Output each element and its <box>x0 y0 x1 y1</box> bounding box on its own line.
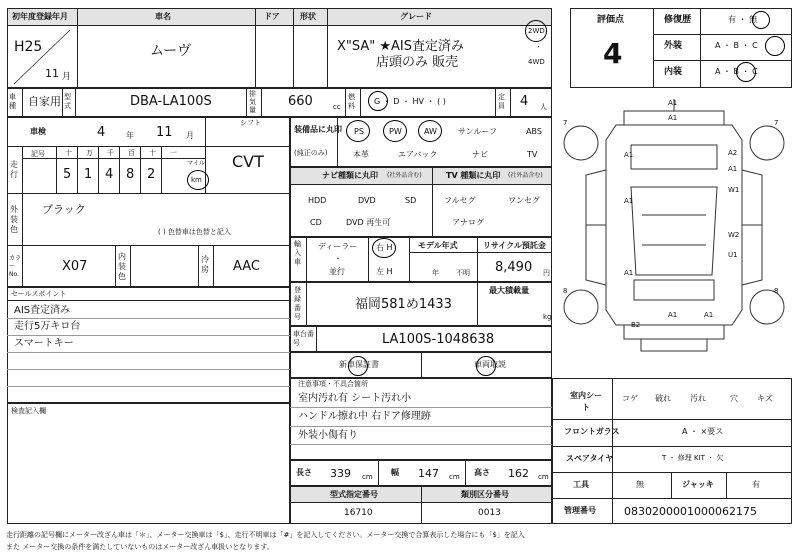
note-line-2: ハンドル擦れ中 右ドア修理跡 <box>298 411 431 422</box>
equip-abs: ABS <box>526 127 542 136</box>
management-no-label: 管理番号 <box>564 506 596 515</box>
diagram-label: A1 <box>624 151 634 159</box>
capacity-value: 4 <box>520 94 529 109</box>
equip-navi: ナビ <box>472 150 488 159</box>
mileage-label: 走行 <box>10 160 18 179</box>
ac-label: 冷房 <box>201 255 209 274</box>
interior-color-label: 内装色 <box>118 252 126 281</box>
manual-circle <box>476 356 496 376</box>
equip-pw-circle <box>383 120 407 142</box>
navi-dvd-play: DVD 再生可 <box>346 218 391 227</box>
car-name-label: 車名 <box>155 12 171 21</box>
exterior-c-circle <box>765 36 785 56</box>
mileage-digit: 8 <box>126 167 135 182</box>
registration-month: 11 <box>45 67 59 80</box>
width-label: 幅 <box>391 468 399 477</box>
inspection-year: 4 <box>97 125 106 140</box>
sales-point-3: スマートキー <box>14 338 74 349</box>
grade-line-2: 店頭のみ 販売 <box>376 55 459 70</box>
registration-label: 登録番号 <box>294 286 301 321</box>
drive-dot: ・ <box>535 43 542 51</box>
diagram-label: 8 <box>774 287 779 295</box>
mileage-symbol-label: 記号 <box>31 150 45 158</box>
mile-label: マイル <box>187 160 205 167</box>
length-unit: cm <box>362 473 373 481</box>
length-label: 長さ <box>296 468 312 477</box>
diagram-label: 8 <box>563 287 568 295</box>
mileage-digit: 2 <box>147 167 156 182</box>
fuel-g-circle <box>368 91 388 111</box>
note-line-1: 室内汚れ有 シート汚れ小 <box>298 393 412 404</box>
grade-line-1: X"SA" ★AIS査定済み <box>337 39 465 54</box>
evaluation-label: 評価点 <box>597 15 625 25</box>
owner-manual: 車両取説 <box>474 360 506 369</box>
mileage-digit: 1 <box>84 167 93 182</box>
row-usage <box>7 88 552 117</box>
inspection-label: 車検 <box>30 127 46 136</box>
interior-grades: A ・ B ・ C <box>715 67 758 76</box>
seat-label: 室内シート <box>570 391 602 412</box>
import-dot: ・ <box>334 254 342 263</box>
model-year-unit: 年 <box>432 269 439 277</box>
navi-cd: CD <box>310 218 322 227</box>
diagram-label: A1 <box>668 99 678 107</box>
fuel-options: G ・ D ・ HV ・ ( ) <box>374 97 446 106</box>
mileage-digit: 5 <box>63 167 72 182</box>
color-change-note: ( ) 色替車は色替と記入 <box>158 228 231 236</box>
jack-value: 有 <box>752 480 760 489</box>
shift-label: シフト <box>240 119 261 127</box>
car-damage-diagram <box>556 95 792 375</box>
inspection-month: 11 <box>156 125 173 140</box>
spare-tire-label: スペアタイヤ <box>566 454 614 463</box>
approval-value: 16710 <box>344 508 373 518</box>
registration-year: H25 <box>14 39 43 55</box>
registration-value: 福岡581め1433 <box>355 297 452 312</box>
usage-label: 車種 <box>9 93 16 110</box>
recycle-unit: 円 <box>543 269 550 277</box>
mileage-unit-header: 一 <box>170 149 177 157</box>
km-label: km <box>191 176 202 184</box>
inspector-label: 検査記入欄 <box>11 407 46 415</box>
seat-burn: コゲ <box>622 394 638 403</box>
registration-month-unit: 月 <box>62 72 72 82</box>
mileage-unit-header: 十 <box>65 149 72 157</box>
exterior-color-label: 外装色 <box>10 205 18 234</box>
equip-tv: TV <box>527 150 538 159</box>
tv-sub: (社外品含む) <box>508 172 543 179</box>
import-left-hand: 左 H <box>376 267 393 276</box>
length-value: 339 <box>330 467 351 480</box>
model-year-unknown: 不明 <box>456 269 470 277</box>
door-label: ドア <box>264 12 280 21</box>
footer-note-1: 走行距離の記号欄にメーター改ざん車は「＊」、メーター交換車は「$」、走行不明車は「#」を記入してください。メーター交換で合算表示した場合にも「$」を記入 <box>6 531 525 539</box>
grade-label: グレード <box>400 12 432 21</box>
equip-ps-circle <box>346 120 370 142</box>
seat-hole: 穴 <box>730 394 738 403</box>
interior-label: 内装 <box>664 67 683 77</box>
import-dealer: ディーラー <box>318 242 358 251</box>
equip-pw: PW <box>389 127 402 136</box>
footer-note-2: また メーター交換の条件を満たしていないものはメーター改ざん車扱いとなります。 <box>6 543 274 551</box>
windshield-value: A ・ ×要ス <box>682 427 724 436</box>
max-load-unit: kg <box>543 313 552 321</box>
height-unit: cm <box>538 473 549 481</box>
import-right-hand: 右 H <box>376 243 393 252</box>
navi-dvd: DVD <box>358 196 376 205</box>
seat-stain: 汚れ <box>690 394 706 403</box>
diagram-label: W2 <box>728 231 740 239</box>
note-line-3: 外装小傷有り <box>298 430 358 441</box>
class-value: 0013 <box>478 508 501 518</box>
diagram-label: W1 <box>728 186 740 194</box>
diagram-label: U1 <box>728 251 738 259</box>
first-registration-label: 初年度登録年月 <box>12 12 68 21</box>
inspection-month-unit: 月 <box>186 131 194 140</box>
class-label: 類別区分番号 <box>461 490 509 499</box>
equipment-sub: (純正のみ) <box>294 149 328 157</box>
navi-hdd: HDD <box>308 196 327 205</box>
navi-label: ナビ種類に丸印 <box>322 171 378 180</box>
seat-tear: 破れ <box>655 394 671 403</box>
mileage-digit: 4 <box>105 167 114 182</box>
usage-value: 自家用 <box>28 95 61 108</box>
management-no-value: 0830200001000062175 <box>624 505 757 518</box>
mileage-unit-header: 万 <box>86 149 93 157</box>
repair-none-circle <box>752 11 770 29</box>
exterior-color-value: ブラック <box>42 203 86 216</box>
height-label: 高さ <box>474 468 490 477</box>
diagram-label: 7 <box>774 119 779 127</box>
fuel-label: 燃料 <box>348 93 355 110</box>
inspector-box <box>7 403 290 524</box>
displacement-value: 660 <box>288 94 313 109</box>
equipment-label: 装備品に丸印 <box>294 125 342 134</box>
mileage-unit-header: 百 <box>128 149 135 157</box>
exterior-grades: A ・ B ・ C <box>715 41 758 50</box>
inspection-year-unit: 年 <box>126 131 134 140</box>
jack-label: ジャッキ <box>682 480 714 489</box>
model-year-label: モデル年式 <box>418 241 458 250</box>
capacity-unit: 人 <box>540 103 547 111</box>
equip-airbag: エアバック <box>398 150 438 159</box>
import-label: 輸入車 <box>294 240 301 266</box>
mileage-unit-header: 十 <box>149 149 156 157</box>
tool-value: 無 <box>636 480 644 489</box>
diagram-label: A1 <box>728 165 738 173</box>
diagram-label: 7 <box>563 119 568 127</box>
chassis-label: 車台番号 <box>293 330 314 347</box>
exterior-label: 外装 <box>664 41 683 51</box>
diagram-label: A1 <box>704 311 714 319</box>
sales-points-label: セールスポイント <box>11 290 67 298</box>
capacity-label: 定員 <box>498 93 505 110</box>
sales-point-2: 走行5万キロ台 <box>14 321 81 332</box>
drive-4wd: 4WD <box>528 58 545 66</box>
navi-sd: SD <box>405 196 417 205</box>
interior-b-circle <box>736 62 756 82</box>
mileage-unit-header: 千 <box>107 149 114 157</box>
shift-value: CVT <box>232 152 264 171</box>
tv-fullseg: フルセグ <box>444 196 476 205</box>
color-code-label: カラーNo. <box>9 255 22 278</box>
recycle-label: リサイクル預託金 <box>483 241 546 250</box>
diagram-label: A1 <box>624 197 634 205</box>
diagram-label: A1 <box>668 114 678 122</box>
diagram-label: A1 <box>624 269 634 277</box>
height-value: 162 <box>508 467 529 480</box>
seat-scratch: キズ <box>757 394 773 403</box>
approval-label: 型式指定番号 <box>330 490 378 499</box>
recycle-value: 8,490 <box>495 260 533 275</box>
shape-label: 形状 <box>300 12 316 21</box>
tv-label: TV 種類に丸印 <box>446 171 501 180</box>
right-hand-circle <box>372 238 396 258</box>
equip-aw: AW <box>424 127 437 136</box>
windshield-label: フロントガラス <box>564 427 620 436</box>
displacement-label: 排気量 <box>249 90 256 114</box>
spare-tire-value: T ・ 修理 KIT ・ 欠 <box>662 454 724 462</box>
warranty-book: 新車保証書 <box>339 360 379 369</box>
repair-history-label: 修復歴 <box>664 15 692 25</box>
width-value: 147 <box>418 467 439 480</box>
displacement-unit: cc <box>333 103 341 111</box>
repair-history-options: 有 ・ 無 <box>728 15 758 24</box>
equip-leather: 本革 <box>353 150 369 159</box>
color-code-value: X07 <box>62 259 88 274</box>
chassis-value: LA100S-1048638 <box>382 332 495 347</box>
diagram-label: B2 <box>631 321 641 329</box>
equip-ps: PS <box>354 127 364 136</box>
warranty-circle <box>348 356 368 376</box>
width-unit: cm <box>449 473 460 481</box>
max-load-label: 最大積載量 <box>489 286 529 295</box>
drive-2wd: 2WD <box>528 27 545 35</box>
sales-point-1: AIS査定済み <box>14 305 71 316</box>
car-name: ムーヴ <box>150 43 192 59</box>
navi-sub: (社外品含む) <box>387 172 422 179</box>
tv-oneseg: ワンセグ <box>508 196 540 205</box>
model-label: 型式 <box>64 93 71 110</box>
ac-value: AAC <box>233 259 260 274</box>
import-parallel: 並行 <box>329 267 345 276</box>
diagram-label: A1 <box>668 311 678 319</box>
tv-analog: アナログ <box>452 218 484 227</box>
diagram-label: A2 <box>728 149 738 157</box>
equip-aw-circle <box>418 120 442 142</box>
evaluation-score: 4 <box>603 37 623 70</box>
notes-label: 注意事項・不具合箇所 <box>298 380 368 388</box>
tool-label: 工具 <box>573 480 589 489</box>
model-value: DBA-LA100S <box>130 94 212 109</box>
equip-sunroof: サンルーフ <box>458 127 497 136</box>
